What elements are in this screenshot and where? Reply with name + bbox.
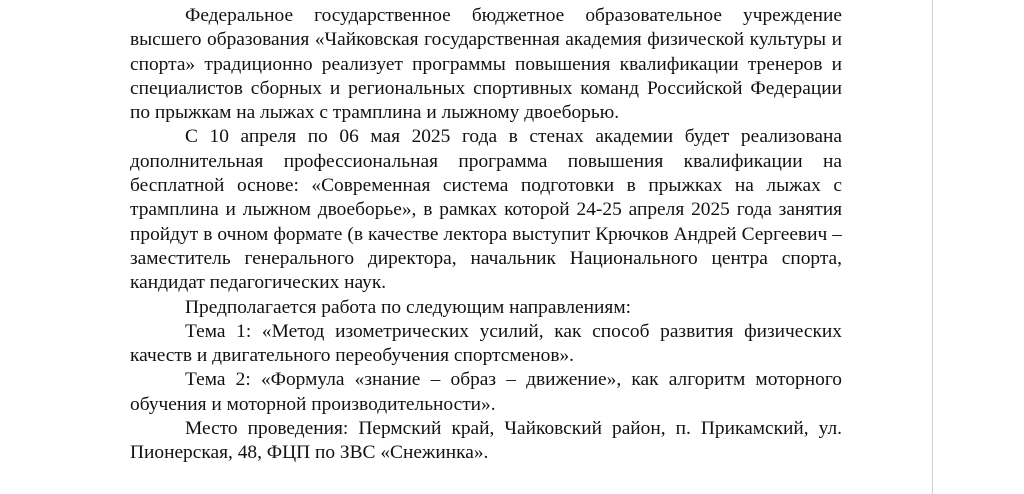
paragraph-topic-1: Тема 1: «Метод изометрических усилий, как способ развития физических качеств и двигательного переобучения спортсменов». (130, 320, 842, 367)
viewer-gutter (933, 0, 1024, 494)
paragraph-intro: Федеральное государственное бюджетное образовательное учреждение высшего образования «Чайковская государственная академия физической культуры и спорта» традиционно реализует программы повышения квалификации тренеров и специалистов сборных и региональных спортивных команд Российской Федерации по прыжкам на лыжах с трамплина и лыжному двоеборью. (130, 5, 842, 124)
paragraph-venue: Место проведения: Пермский край, Чайковский район, п. Прикамский, ул. Пионерская, 48, ФЦП по ЗВС «Снежинка». (130, 418, 842, 464)
paragraph-directions-heading: Предполагается работа по следующим направлениям: (185, 296, 631, 318)
paragraph-topic-2: Тема 2: «Формула «знание – образ – движение», как алгоритм моторного обучения и моторной производительности». (130, 369, 842, 415)
paragraph-program-dates: С 10 апреля по 06 мая 2025 года в стенах академии будет реализована дополнительная профессиональная программа повышения квалификации на бесплатной основе: «Современная система подготовки в прыжках на лыжах с трамплина и лыжном двоеборье», в рамках которой 24-25 апреля 2025 года занятия пройдут в очном формате (в качестве лектора выступит Крючков Андрей Сергеевич – заместитель генерального директора, начальник Национального центра спорта, кандидат педагогических наук. (130, 126, 842, 294)
document-body (130, 4, 842, 466)
